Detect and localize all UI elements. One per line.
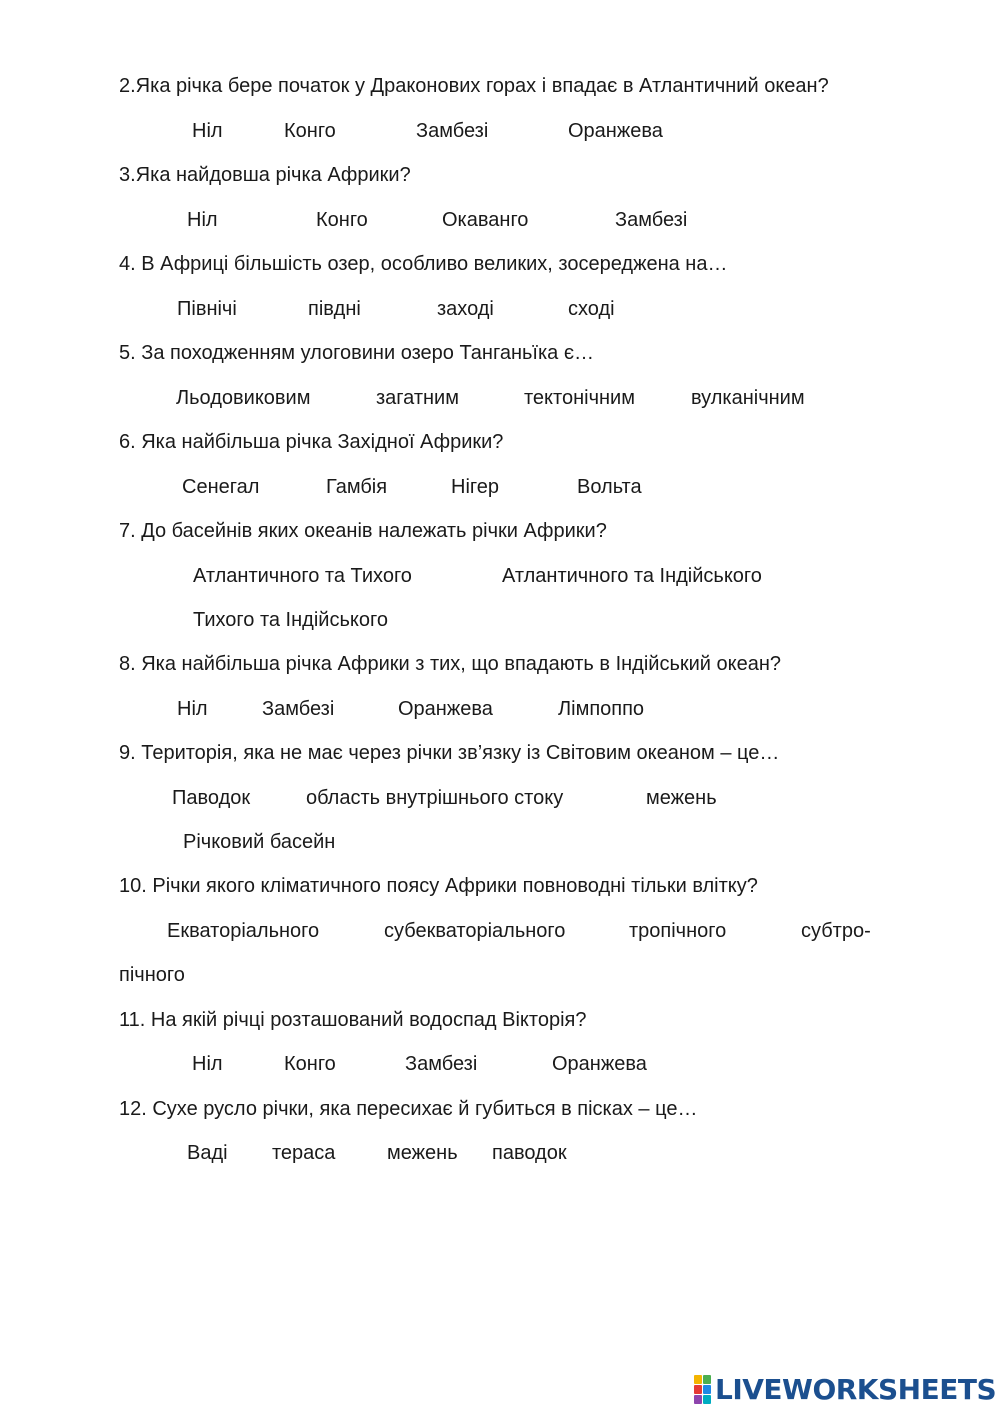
q10-option-4-cont[interactable]: пічного xyxy=(119,964,185,986)
q7-option-1[interactable]: Атлантичного та Тихого xyxy=(193,565,412,587)
q12-option-1[interactable]: Ваді xyxy=(187,1142,228,1164)
q6-option-1[interactable]: Сенегал xyxy=(182,476,260,498)
q2-option-4[interactable]: Оранжева xyxy=(568,120,663,142)
q5-option-1[interactable]: Льодовиковим xyxy=(176,387,311,409)
q10-option-3[interactable]: тропічного xyxy=(629,920,727,942)
q5-option-3[interactable]: тектонічним xyxy=(524,387,635,409)
q8-option-4[interactable]: Лімпоппо xyxy=(558,698,645,720)
q3-option-1[interactable]: Ніл xyxy=(187,209,218,231)
q2-option-2[interactable]: Конго xyxy=(284,120,336,142)
logo-square-6 xyxy=(703,1395,711,1404)
logo-square-4 xyxy=(703,1385,711,1394)
q5-option-4[interactable]: вулканічним xyxy=(691,387,805,409)
liveworksheets-logo xyxy=(694,1374,996,1404)
q8-option-3[interactable]: Оранжева xyxy=(398,698,493,720)
q2-option-1[interactable]: Ніл xyxy=(192,120,223,142)
q9-option-4[interactable]: Річковий басейн xyxy=(183,831,336,853)
question-2-text: 2.Яка річка бере початок у Драконових горах і впадає в Атлантичний океан? xyxy=(119,75,829,97)
q11-option-3[interactable]: Замбезі xyxy=(405,1053,478,1075)
question-4-text: 4. В Африці більшість озер, особливо великих, зосереджена на… xyxy=(119,253,728,275)
q8-option-2[interactable]: Замбезі xyxy=(262,698,335,720)
q6-option-2[interactable]: Гамбія xyxy=(326,476,388,498)
q7-option-2[interactable]: Атлантичного та Індійського xyxy=(502,565,762,587)
logo-square-5 xyxy=(694,1395,702,1404)
q9-option-2[interactable]: область внутрішнього стоку xyxy=(306,787,564,809)
q4-option-3[interactable]: заході xyxy=(437,298,494,320)
liveworksheets-logo-text: LIVEWORKSHEETS xyxy=(715,1372,997,1406)
q5-option-2[interactable]: загатним xyxy=(376,387,459,409)
q11-option-4[interactable]: Оранжева xyxy=(552,1053,647,1075)
q8-option-1[interactable]: Ніл xyxy=(177,698,208,720)
q11-option-1[interactable]: Ніл xyxy=(192,1053,223,1075)
q9-option-1[interactable]: Паводок xyxy=(172,787,251,809)
q2-option-3[interactable]: Замбезі xyxy=(416,120,489,142)
question-6-text: 6. Яка найбільша річка Західної Африки? xyxy=(119,431,504,453)
q3-option-3[interactable]: Окаванго xyxy=(442,209,529,231)
question-12-text: 12. Сухе русло річки, яка пересихає й губиться в пісках – це… xyxy=(119,1098,698,1120)
q12-option-4[interactable]: паводок xyxy=(492,1142,567,1164)
q11-option-2[interactable]: Конго xyxy=(284,1053,336,1075)
q4-option-4[interactable]: сході xyxy=(568,298,615,320)
logo-square-2 xyxy=(703,1375,711,1384)
q4-option-2[interactable]: півдні xyxy=(308,298,361,320)
q12-option-3[interactable]: межень xyxy=(387,1142,458,1164)
q10-option-4[interactable]: субтро- xyxy=(801,920,871,942)
q9-option-3[interactable]: межень xyxy=(646,787,717,809)
question-5-text: 5. За походженням улоговини озеро Танганьїка є… xyxy=(119,342,595,364)
q6-option-4[interactable]: Вольта xyxy=(577,476,642,498)
question-10-text: 10. Річки якого кліматичного поясу Африки повноводні тільки влітку? xyxy=(119,875,758,897)
q3-option-4[interactable]: Замбезі xyxy=(615,209,688,231)
question-9-text: 9. Територія, яка не має через річки зв’язку із Світовим океаном – це… xyxy=(119,742,780,764)
logo-square-3 xyxy=(694,1385,702,1394)
q6-option-3[interactable]: Нігер xyxy=(451,476,499,498)
question-7-text: 7. До басейнів яких океанів належать річки Африки? xyxy=(119,520,607,542)
question-8-text: 8. Яка найбільша річка Африки з тих, що впадають в Індійський океан? xyxy=(119,653,782,675)
q10-option-1[interactable]: Екваторіального xyxy=(167,920,320,942)
q10-option-2[interactable]: субекваторіального xyxy=(384,920,566,942)
q3-option-2[interactable]: Конго xyxy=(316,209,368,231)
q7-option-3[interactable]: Тихого та Індійського xyxy=(193,609,388,631)
liveworksheets-logo-icon xyxy=(694,1375,711,1404)
logo-square-1 xyxy=(694,1375,702,1384)
question-3-text: 3.Яка найдовша річка Африки? xyxy=(119,164,411,186)
q12-option-2[interactable]: тераса xyxy=(272,1142,336,1164)
question-11-text: 11. На якій річці розташований водоспад Вікторія? xyxy=(119,1009,587,1031)
q4-option-1[interactable]: Північі xyxy=(177,298,237,320)
